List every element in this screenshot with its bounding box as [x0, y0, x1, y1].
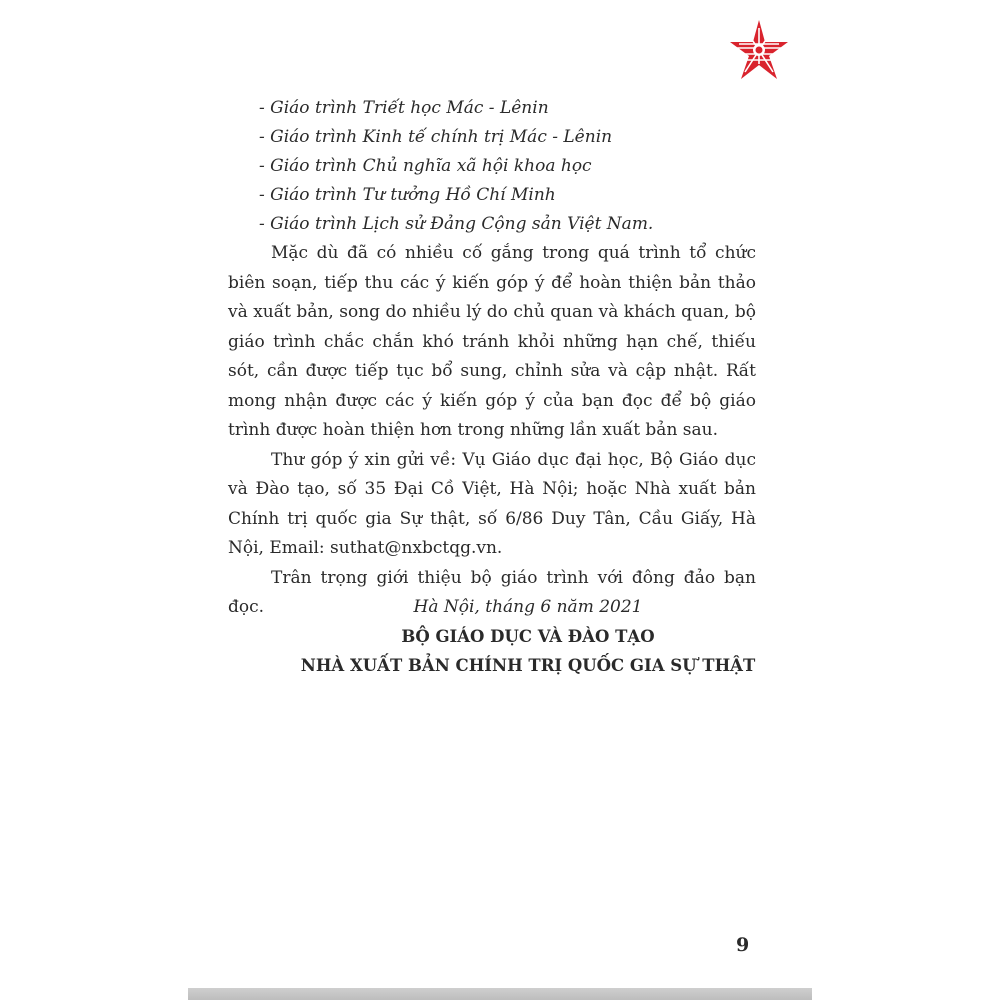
signature-org-ministry: BỘ GIÁO DỤC VÀ ĐÀO TẠO — [401, 627, 655, 646]
page-number: 9 — [736, 934, 750, 956]
star-logo-icon — [727, 18, 791, 82]
paragraph: Mặc dù đã có nhiều cố gắng trong quá trình tổ chức biên soạn, tiếp thu các ý kiến góp ý để hoàn thiện bản thảo và xuất bản, song do nhiều lý do chủ quan và khách quan, bộ giáo trình chắc chắn khó tránh khỏi những hạn chế, thiếu sót, cần được tiếp tục bổ sung, chỉnh sửa và cập nhật. Rất mong nhận được các ý kiến góp ý của bạn đọc để bộ giáo trình được hoàn thiện hơn trong những lần xuất bản sau. — [228, 243, 756, 440]
list-item: - Giáo trình Chủ nghĩa xã hội khoa học — [259, 156, 592, 176]
paragraph: Trân trọng giới thiệu bộ giáo trình với đông đảo bạn đọc. — [228, 567, 756, 617]
list-item: - Giáo trình Lịch sử Đảng Cộng sản Việt Nam. — [259, 214, 654, 234]
paragraph: Thư góp ý xin gửi về: Vụ Giáo dục đại học, Bộ Giáo dục và Đào tạo, số 35 Đại Cồ Việt, Hà Nội; hoặc Nhà xuất bản Chính trị quốc gia Sự thật, số 6/86 Duy Tân, Cầu Giấy, Hà Nội, Email: suthat@nxbctqg.vn. — [228, 449, 756, 558]
signature-date: Hà Nội, tháng 6 năm 2021 — [413, 597, 643, 617]
list-item: - Giáo trình Kinh tế chính trị Mác - Lênin — [259, 127, 613, 147]
body-text — [228, 94, 756, 623]
signature-org-publisher: NHÀ XUẤT BẢN CHÍNH TRỊ QUỐC GIA SỰ THẬT — [300, 656, 756, 675]
page-edge-shadow — [188, 988, 812, 1000]
list-item: - Giáo trình Triết học Mác - Lênin — [259, 98, 549, 118]
list-item: - Giáo trình Tư tưởng Hồ Chí Minh — [259, 185, 556, 205]
